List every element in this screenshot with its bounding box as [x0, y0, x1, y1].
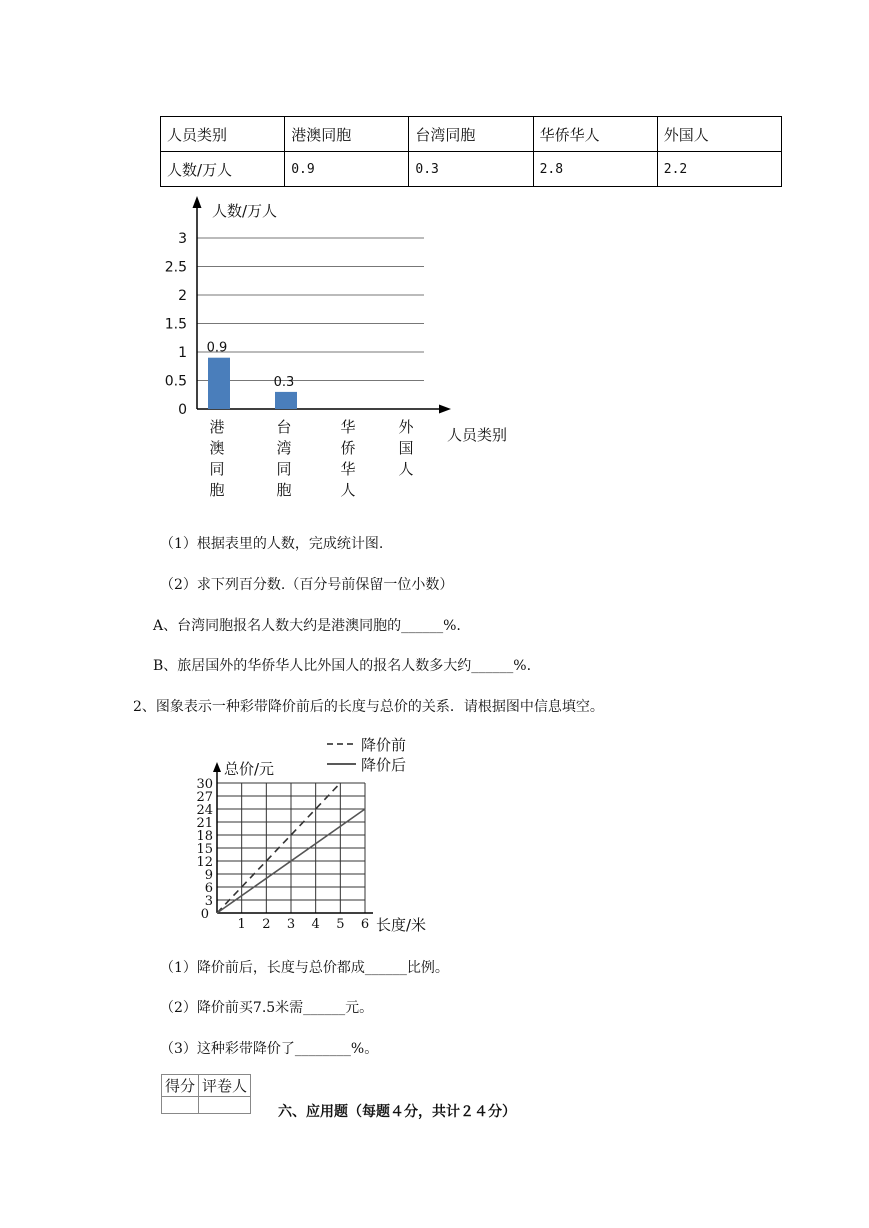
category-label-char: 湾 — [276, 439, 292, 457]
question-2: 2、图象表示一种彩带降价前后的长度与总价的关系．请根据图中信息填空。 — [133, 699, 604, 715]
question-2-3: （3）这种彩带降价了________%。 — [160, 1041, 379, 1057]
category-label-char: 胞 — [209, 481, 225, 499]
y-tick-label: 0 — [178, 402, 187, 418]
category-label-char: 侨 — [340, 439, 356, 457]
category-label-char: 同 — [276, 460, 292, 478]
y-tick-label: 12 — [196, 855, 213, 870]
question-2-2: （2）降价前买7.5米需______元。 — [160, 1000, 374, 1016]
table-cell: 港澳同胞 — [285, 117, 409, 152]
y-tick-label: 21 — [196, 816, 213, 831]
y-tick-label: 1 — [178, 345, 187, 361]
y-axis-arrow — [213, 762, 221, 772]
score-label: 得分 — [162, 1075, 199, 1097]
data-label: 0.9 — [206, 340, 228, 356]
y-tick-label: 3 — [178, 231, 187, 247]
x-tick-label: 1 — [237, 917, 246, 932]
y-tick-label: 2.5 — [164, 259, 187, 276]
table-cell: 人员类别 — [161, 117, 285, 152]
x-tick-label: 2 — [262, 917, 271, 932]
category-label-char: 胞 — [276, 481, 292, 499]
category-label-char: 人 — [398, 460, 414, 478]
y-tick-label: 30 — [196, 777, 213, 792]
category-label-char: 国 — [398, 439, 414, 457]
question-1-1: （1）根据表里的人数，完成统计图. — [160, 536, 384, 552]
x-tick-label: 6 — [360, 917, 370, 932]
y-tick-label: 18 — [196, 829, 213, 844]
y-tick-label: 0.5 — [164, 373, 187, 390]
category-label-char: 澳 — [209, 439, 225, 457]
category-label-char: 外 — [398, 418, 414, 436]
score-cell[interactable] — [162, 1097, 199, 1114]
reviewer-cell[interactable] — [199, 1097, 251, 1114]
category-label-char: 华 — [340, 460, 356, 478]
y-axis-title: 总价/元 — [224, 760, 275, 778]
category-label-char: 人 — [340, 481, 356, 499]
question-1-2: （2）求下列百分数.（百分号前保留一位小数） — [160, 577, 454, 593]
question-1-b: B、旅居国外的华侨华人比外国人的报名人数多大约______%. — [153, 658, 532, 674]
y-tick-label: 3 — [204, 894, 213, 909]
table-cell: 华侨华人 — [533, 117, 657, 152]
table-cell: 0.9 — [285, 152, 409, 187]
x-axis-title: 长度/米 — [376, 916, 427, 934]
x-tick-label: 5 — [336, 917, 345, 932]
y-tick-label: 2 — [178, 288, 187, 304]
table-cell: 0.3 — [409, 152, 533, 187]
question-2-1: （1）降价前后，长度与总价都成______比例。 — [160, 960, 449, 976]
data-label: 0.3 — [273, 374, 295, 390]
x-tick-label: 4 — [311, 917, 320, 932]
y-tick-label: 6 — [204, 881, 213, 896]
table-cell: 2.8 — [533, 152, 657, 187]
origin-label: 0 — [200, 907, 209, 922]
y-tick-label: 1.5 — [164, 316, 187, 333]
category-label-char: 台 — [276, 418, 292, 436]
table-cell: 2.2 — [657, 152, 781, 187]
table-cell: 外国人 — [657, 117, 781, 152]
legend-label: 降价后 — [361, 756, 407, 774]
score-box — [161, 1074, 251, 1114]
question-1-a: A、台湾同胞报名人数大约是港澳同胞的______%. — [153, 618, 461, 634]
y-axis-title: 人数/万人 — [212, 202, 278, 220]
table-cell: 台湾同胞 — [409, 117, 533, 152]
category-label-char: 华 — [340, 418, 356, 436]
y-tick-label: 27 — [196, 790, 213, 805]
reviewer-label: 评卷人 — [199, 1075, 251, 1097]
x-tick-label: 3 — [286, 917, 296, 932]
x-axis-title: 人员类别 — [447, 426, 508, 444]
table-cell: 人数/万人 — [161, 152, 285, 187]
section-title: 六、应用题（每题４分，共计２４分） — [278, 1104, 516, 1120]
y-tick-label: 9 — [204, 868, 213, 883]
category-label-char: 同 — [209, 460, 225, 478]
category-label-char: 港 — [209, 418, 225, 436]
y-tick-label: 15 — [196, 842, 213, 857]
legend-label: 降价前 — [361, 736, 407, 754]
y-tick-label: 24 — [196, 803, 213, 818]
